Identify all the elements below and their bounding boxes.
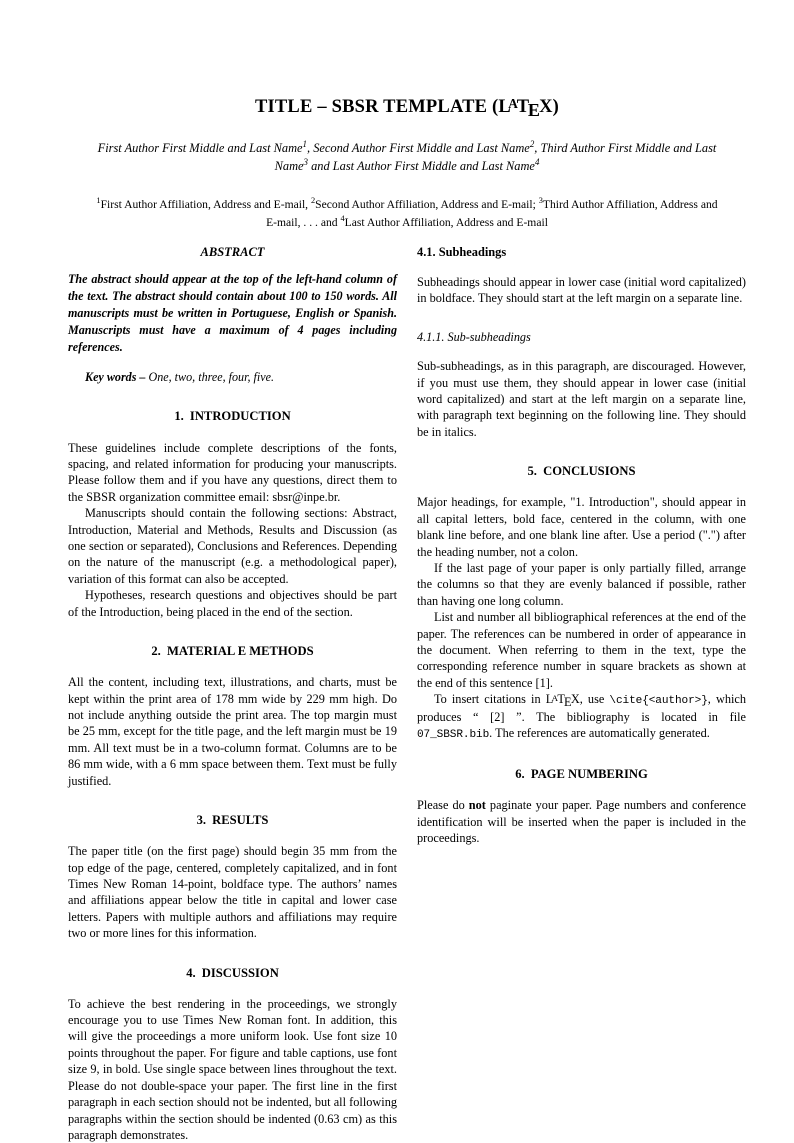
- paragraph: List and number all bibliographical references at the end of the paper. The references can be numbered in order of appearance in the document. When referring to them in the text, type the corresponding reference number in square brackets as shown at the end of this sentence [1].: [417, 610, 746, 690]
- title-prefix: TITLE – SBSR TEMPLATE (: [254, 97, 499, 117]
- affiliation-marker: 2: [310, 196, 316, 206]
- affiliation-marker: 4: [340, 213, 345, 223]
- section-title: MATERIAL E METHODS: [166, 644, 314, 659]
- affiliation-list: [68, 196, 746, 231]
- keywords-label: Key words –: [85, 369, 146, 384]
- two-column-body: [68, 245, 746, 1143]
- affiliation-entry: [340, 213, 548, 229]
- latex-a: A: [551, 692, 559, 703]
- section-title: CONCLUSIONS: [543, 464, 636, 479]
- paper-content: [68, 96, 746, 1143]
- section-number: 3.: [196, 813, 207, 827]
- author-name: Third Author First Middle and Last Name: [274, 141, 717, 174]
- affiliation-text: Second Author Affiliation, Address and E-mail;: [315, 198, 539, 212]
- abstract-heading: ABSTRACT: [200, 244, 265, 259]
- paragraph: Subheadings should appear in lower case (initial word capitalized) in boldface. They should start at the left margin on a separate line.: [417, 274, 746, 306]
- title-suffix: ): [552, 97, 560, 117]
- author-entry: [313, 141, 540, 155]
- affiliation-marker: 1: [96, 196, 101, 206]
- text-fragment: paginate your paper. Page numbers and conference identification will be inserted when the paper is included in the proceedings.: [417, 798, 746, 846]
- author-separator: ,: [307, 141, 314, 156]
- code-cite-command: \cite{<author>}: [609, 695, 708, 708]
- section-number: 1.: [174, 409, 184, 424]
- latex-t: T: [516, 97, 530, 117]
- paragraph: [417, 797, 746, 846]
- latex-logo: [498, 96, 553, 120]
- subsection-number: 4.1.: [417, 244, 436, 259]
- paragraph: To achieve the best rendering in the proceedings, we strongly encourage you to use Times New Roman font. In addition, this will give the proceedings a more uniform look. Use font size 10 points throughout the paper. For figure and table captions, use font size 9, in bold. Use single space between lines throughout the text. Please do not double-space your paper. The first line in the first paragraph in each section should not be indented, but all following paragraphs within the section should be indented (0.63 cm) as this paragraph demonstrates.: [68, 996, 397, 1142]
- author-separator: ,: [534, 141, 541, 156]
- author-name: Second Author First Middle and Last Name: [313, 141, 530, 156]
- section-title: DISCUSSION: [201, 965, 279, 980]
- latex-e: E: [527, 99, 541, 120]
- author-name: First Author First Middle and Last Name: [97, 141, 303, 156]
- paragraph: These guidelines include complete descriptions of the fonts, spacing, and related information for producing your manuscripts. Please follow them and if you have any questions, direct them to the SBSR organization committee email: sbsr@inpe.br.: [68, 440, 397, 504]
- abstract-text: The abstract should appear at the top of the left-hand column of the text. The abstract should contain about 100 to 150 words. All manuscripts must be written in Portuguese, English or Spanish. Manuscripts must have a maximum of 4 pages including references.: [68, 271, 397, 354]
- affiliation-marker: 3: [538, 196, 543, 206]
- latex-a: A: [508, 96, 519, 112]
- latex-x: X: [539, 97, 553, 117]
- subsubsection-number: 4.1.1.: [417, 329, 445, 344]
- section-title: RESULTS: [212, 813, 269, 827]
- section-heading-page-numbering: [417, 767, 746, 782]
- text-fragment: . The references are automatically generated.: [489, 726, 710, 741]
- latex-l: L: [545, 692, 554, 707]
- section-number: 5.: [527, 464, 537, 479]
- latex-x: X: [570, 692, 580, 707]
- affiliation-entry: [311, 198, 539, 211]
- latex-logo-inline: [545, 692, 580, 709]
- author-separator: and: [307, 159, 333, 174]
- paragraph: Manuscripts should contain the following sections: Abstract, Introduction, Material and Methods, Results and Discussion (as one section or separated), Conclusions and References. Depending on the nature of the manuscript (e.g. a methodological paper), variation of this format can also be accepted.: [68, 506, 397, 586]
- author-entry: [98, 141, 314, 155]
- affiliation-text: Last Author Affiliation, Address and E-mail: [344, 215, 548, 229]
- author-affiliation-marker: 2: [529, 139, 535, 150]
- subsubsection-heading-sub-subheadings: [417, 330, 746, 345]
- section-number: 2.: [151, 644, 161, 659]
- code-bib-filename: 07_SBSR.bib: [417, 729, 490, 742]
- subsubsection-title: Sub-subheadings: [447, 329, 531, 344]
- section-heading-results: [68, 813, 397, 828]
- section-heading-material-methods: [68, 644, 397, 659]
- subsection-heading-subheadings: [417, 245, 746, 260]
- text-fragment: To insert citations in: [434, 692, 546, 707]
- author-list: [68, 140, 746, 176]
- section-number: 4.: [186, 965, 196, 980]
- author-name: Last Author First Middle and Last Name: [332, 159, 535, 174]
- affiliation-text: First Author Affiliation, Address and E-mail,: [100, 198, 311, 212]
- author-affiliation-marker: 3: [303, 157, 308, 168]
- left-column: [68, 245, 397, 1143]
- text-fragment: , use: [579, 692, 610, 707]
- keywords-line: [68, 369, 397, 386]
- latex-l: L: [498, 97, 511, 117]
- text-fragment: , which produces “ [2] ”. The bibliography is located in file: [417, 692, 746, 725]
- paragraph: All the content, including text, illustrations, and charts, must be kept within the print area of 178 mm wide by 229 mm high. Do not include anything outside the print area. The top margin must be 25 mm, except for the title page, and the left margin must be 19 mm. All text must be in a two-column format. Columns are to be 86 mm wide, with a 6 mm space between them. Text must be fully justified.: [68, 675, 397, 788]
- text-fragment: Please do: [417, 798, 469, 813]
- latex-t: T: [557, 692, 565, 707]
- paragraph: Sub-subheadings, as in this paragraph, are discouraged. However, if you must use them, they should appear in lower case (initial word capitalized) and start at the left margin on a separate line, with paragraph text beginning on the following line. They should be in italics.: [417, 359, 746, 439]
- emphasis-not: not: [468, 798, 486, 813]
- right-column: [417, 245, 746, 847]
- author-affiliation-marker: 4: [534, 157, 540, 168]
- author-affiliation-marker: 1: [302, 139, 307, 150]
- affiliation-entry: [96, 198, 311, 211]
- section-title: INTRODUCTION: [189, 409, 291, 424]
- latex-e: E: [563, 694, 572, 709]
- paragraph-with-code: [417, 691, 746, 743]
- section-number: 6.: [515, 767, 525, 782]
- section-heading-introduction: [68, 409, 397, 424]
- paragraph: Hypotheses, research questions and objectives should be part of the Introduction, being placed in the end of the section.: [68, 588, 397, 619]
- paragraph: Major headings, for example, "1. Introduction", should appear in all capital letters, bold face, centered in the column, with one blank line before, and one blank line after. Use a period (".") after the heading number, not a colon.: [417, 495, 746, 559]
- paragraph: The paper title (on the first page) should begin 35 mm from the top edge of the page, centered, completely capitalized, and in font Times New Roman 14-point, boldface type. The authors’ names and affiliations appear below the title in capital and lower case letters. Papers with multiple authors and affiliations may require two or more lines for this information.: [68, 844, 397, 941]
- subsection-title: Subheadings: [438, 244, 507, 259]
- paragraph: If the last page of your paper is only partially filled, arrange the columns so that they are evenly balanced if possible, rather than having one long column.: [417, 561, 746, 608]
- keywords-value: One, two, three, four, five.: [145, 369, 274, 384]
- affiliation-text: Third Author Affiliation, Address and E-mail, . . . and: [266, 198, 718, 229]
- author-entry: [333, 159, 540, 173]
- section-heading-discussion: [68, 966, 397, 981]
- section-heading-conclusions: [417, 464, 746, 479]
- section-title: PAGE NUMBERING: [530, 767, 648, 782]
- page-title: [68, 96, 746, 118]
